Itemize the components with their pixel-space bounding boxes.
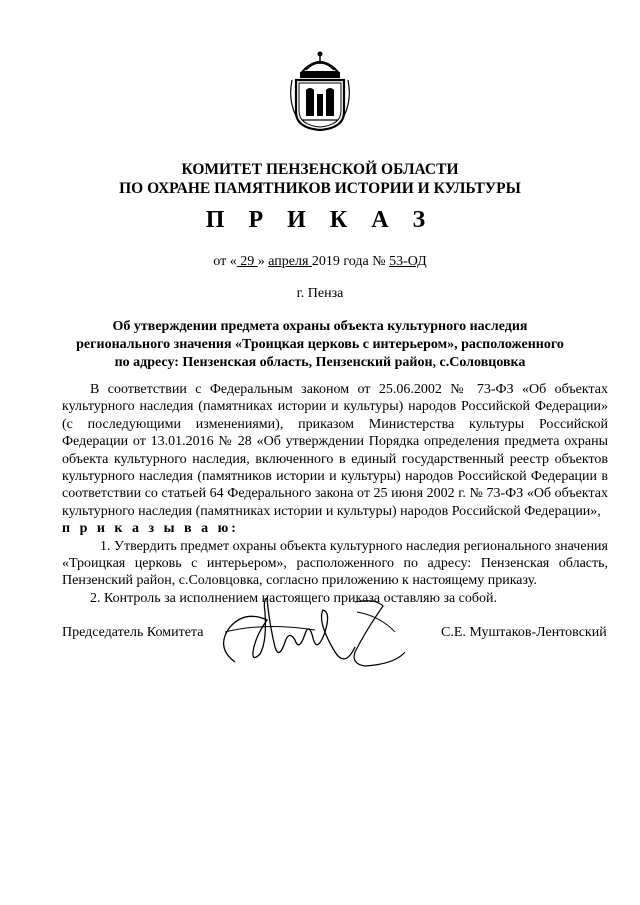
date-day: 29 [236, 254, 258, 269]
organization-name-line2: ПО ОХРАНЕ ПАМЯТНИКОВ ИСТОРИИ И КУЛЬТУРЫ [119, 180, 521, 197]
order-body [62, 381, 608, 607]
order-word: п р и к а з ы в а ю: [62, 521, 239, 537]
date-line [0, 254, 640, 270]
order-number: 53-ОД [389, 254, 427, 269]
document-type-title: П Р И К А З [205, 207, 435, 233]
coat-of-arms-icon [288, 50, 352, 132]
date-mid: » [257, 254, 265, 269]
date-month: апреля [268, 254, 312, 269]
signer-name: С.Е. Муштаков-Лентовский [441, 625, 607, 640]
order-subject: Об утверждении предмета охраны объекта культурного наследия регионального значения «Троицкая церковь с интерьером», расположенного по адресу: Пензенская область, Пензенский район, с.Соловцовка [76, 319, 564, 370]
date-prefix: от « [213, 254, 237, 269]
order-item-2: 2. Контроль за исполнением настоящего приказа оставляю за собой. [90, 590, 498, 606]
order-item-1: 1. Утвердить предмет охраны объекта культурного наследия регионального значения «Троицкая церковь с интерьером», расположенного по адресу: Пензенская область, Пензенский район, с.Соловцовка, согласно приложению к настоящему приказу. [62, 538, 608, 589]
handwritten-signature [205, 592, 415, 672]
city: г. Пенза [296, 286, 344, 301]
organization-name-line1: КОМИТЕТ ПЕНЗЕНСКОЙ ОБЛАСТИ [181, 161, 459, 178]
signer-position: Председатель Комитета [62, 625, 204, 640]
preamble-paragraph: В соответствии с Федеральным законом от 25.06.2002 № 73-ФЗ «Об объектах культурного наследия (памятниках истории и культуры) народов Российской Федерации» (с последующими изменениями), приказом Министерства культуры Российской Федерации от 13.01.2016 № 28 «Об утверждении Порядка определения предмета охраны объекта культурного наследия, включенного в единый государственный реестр объектов культурного наследия (памятников истории и культуры) народов Российской Федерации в соответствии со статьей 64 Федерального закона от 25 июня 2002 г. № 73-ФЗ «Об объектах культурного наследия (памятниках истории и культуры) народов Российской Федерации», [62, 382, 608, 519]
order-word-paragraph [62, 520, 608, 537]
date-year: 2019 года № [311, 254, 390, 269]
